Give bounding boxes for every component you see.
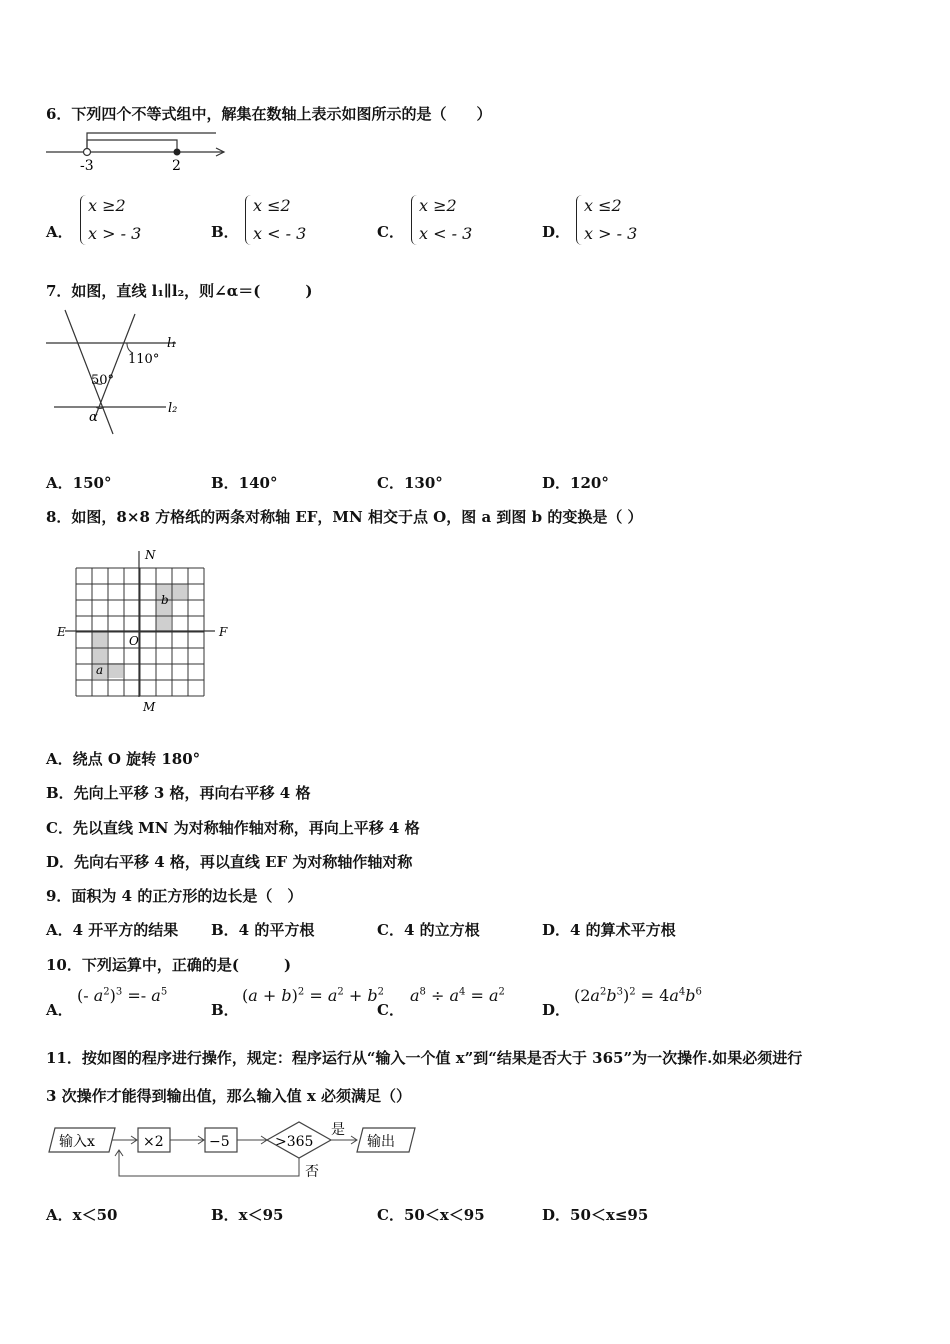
q8-label-a: a <box>96 663 104 677</box>
q7-label-alpha: α <box>89 410 98 425</box>
q7-label-50: 50° <box>91 373 115 388</box>
q6-option-d-letter: D． <box>542 223 571 241</box>
q6-option-a-letter: A． <box>46 223 73 241</box>
q7-option-a: A．150° <box>46 474 112 492</box>
q11-flow-output: 输出 <box>367 1134 395 1150</box>
q6-axis-left-label: -3 <box>80 158 94 174</box>
q7-option-c: C．130° <box>377 474 443 492</box>
q11-flow-compare: >365 <box>275 1134 314 1150</box>
q10-stem: 10．下列运算中，正确的是( ) <box>46 956 292 974</box>
q6-option-b-line2: x < - 3 <box>253 224 307 243</box>
q11-flow-yes: 是 <box>331 1122 345 1138</box>
q11-option-c: C．50＜x＜95 <box>377 1206 485 1224</box>
q6-option-a-line1: x ≥2 <box>88 196 126 215</box>
q6-number-line <box>44 128 244 173</box>
q10-option-a-expr: (- $a^2)^3 =- a^5$ <box>77 986 168 1005</box>
q10-option-a-letter: A． <box>46 1001 73 1019</box>
q8-label-o: O <box>129 634 139 648</box>
q10-option-b-letter: B． <box>211 1001 239 1019</box>
q8-option-a: A．绕点 O 旋转 180° <box>46 750 201 768</box>
q6-option-a-system <box>88 192 141 248</box>
q8-label-n: N <box>145 548 156 562</box>
q11-stem-line2: 3 次操作才能得到输出值，那么输入值 x 必须满足（） <box>46 1087 412 1105</box>
q8-stem: 8．如图，8×8 方格纸的两条对称轴 EF，MN 相交于点 O，图 a 到图 b 的变换是（ ） <box>46 508 643 526</box>
q7-label-l2: l₂ <box>168 401 178 416</box>
q8-option-d: D．先向右平移 4 格，再以直线 EF 为对称轴作轴对称 <box>46 853 413 871</box>
q6-option-b-line1: x ≤2 <box>253 196 291 215</box>
q8-label-m: M <box>143 700 156 714</box>
q7-label-110: 110° <box>128 352 160 367</box>
q7-option-b: B．140° <box>211 474 278 492</box>
q11-flow-input: 输入x <box>59 1134 95 1150</box>
q6-stem: 6．下列四个不等式组中，解集在数轴上表示如图所示的是（ ） <box>46 105 492 123</box>
q11-flowchart <box>47 1120 427 1190</box>
q7-stem: 7．如图，直线 l₁∥l₂，则∠α＝( ) <box>46 282 313 300</box>
q7-parallel-lines-figure <box>44 308 194 438</box>
q9-option-b: B．4 的平方根 <box>211 921 315 939</box>
q6-option-a-line2: x > - 3 <box>88 224 142 243</box>
q6-option-c-line1: x ≥2 <box>419 196 457 215</box>
q10-option-d-expr: $(2a^2b^3)^2 = 4a^4b^6$ <box>574 986 702 1005</box>
q6-option-c-brace <box>411 195 418 245</box>
q11-option-d: D．50＜x≤95 <box>542 1206 649 1224</box>
q7-label-l1: l₁ <box>167 336 177 351</box>
q6-option-a-brace <box>80 195 87 245</box>
q6-option-c-letter: C． <box>377 223 404 241</box>
q8-option-b: B．先向上平移 3 格，再向右平移 4 格 <box>46 784 311 802</box>
q6-option-c-system <box>419 192 472 248</box>
q10-option-c-letter: C． <box>377 1001 404 1019</box>
q7-option-d: D．120° <box>542 474 609 492</box>
q9-stem: 9．面积为 4 的正方形的边长是（ ） <box>46 887 303 905</box>
q11-flow-times2: ×2 <box>143 1134 164 1150</box>
q6-option-b-brace <box>245 195 252 245</box>
q9-option-d: D．4 的算术平方根 <box>542 921 676 939</box>
q8-label-f: F <box>219 625 228 639</box>
q8-option-c: C．先以直线 MN 为对称轴作轴对称，再向上平移 4 格 <box>46 819 420 837</box>
q11-option-a: A．x＜50 <box>46 1206 118 1224</box>
q6-option-c-line2: x < - 3 <box>419 224 473 243</box>
q6-option-b-letter: B． <box>211 223 239 241</box>
q10-option-d-letter: D． <box>542 1001 571 1019</box>
q6-axis-right-label: 2 <box>172 158 181 174</box>
q11-flow-minus5: −5 <box>209 1134 230 1150</box>
q10-option-c-expr: $a^8 \div a^4 = a^2$ <box>410 986 505 1005</box>
q11-stem-line1: 11．按如图的程序进行操作，规定：程序运行从“输入一个值 x”到“结果是否大于 365”为一次操作.如果必须进行 <box>46 1049 803 1067</box>
q6-option-d-line1: x ≤2 <box>584 196 622 215</box>
q11-flow-no: 否 <box>305 1164 319 1180</box>
q6-option-d-system <box>584 192 637 248</box>
q6-option-d-brace <box>576 195 583 245</box>
q11-option-b: B．x＜95 <box>211 1206 284 1224</box>
q9-option-a: A．4 开平方的结果 <box>46 921 179 939</box>
q10-option-b-expr: $(a + b)^2 = a^2 + b^2$ <box>242 986 384 1005</box>
q8-label-b: b <box>161 593 169 607</box>
q6-option-b-system <box>253 192 306 248</box>
q8-label-e: E <box>57 625 66 639</box>
q9-option-c: C．4 的立方根 <box>377 921 480 939</box>
q6-option-d-line2: x > - 3 <box>584 224 638 243</box>
q8-grid-figure <box>55 547 245 717</box>
